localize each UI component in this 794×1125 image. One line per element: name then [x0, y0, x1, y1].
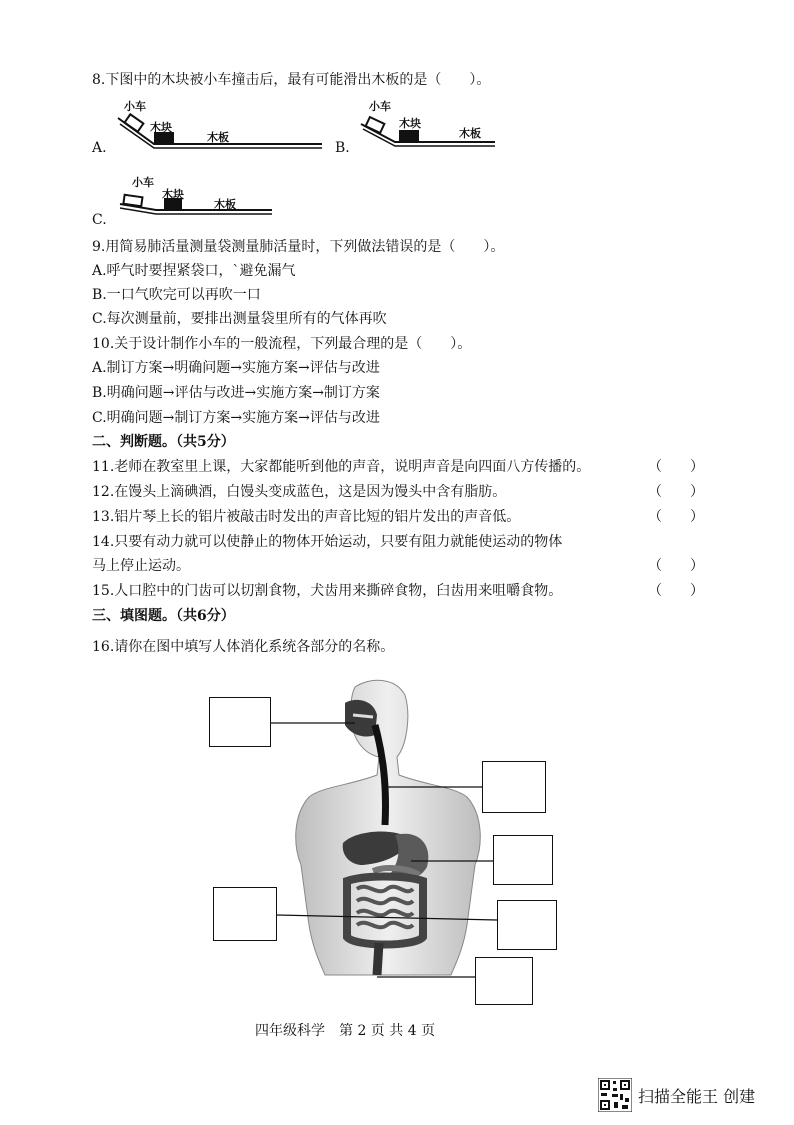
- q16-text: 16.请你在图中填写人体消化系统各部分的名称。: [92, 639, 395, 655]
- qr-code-icon: [598, 1078, 632, 1112]
- q9-text: 9.用简易肺活量测量袋测量肺活量时，下列做法错误的是（ ）。: [92, 239, 505, 255]
- section-2-heading: 二、判断题。（共5分）: [92, 434, 235, 450]
- q11-answer-paren[interactable]: （ ）: [648, 459, 704, 475]
- q11-text: 11.老师在教室里上课，大家都能听到他的声音，说明声音是向四面八方传播的。: [92, 459, 591, 475]
- q14-text-line1: 14.只要有动力就可以使静止的物体开始运动，只要有阻力就能使运动的物体: [92, 534, 563, 550]
- q10-text: 10.关于设计制作小车的一般流程，下列最合理的是（ ）。: [92, 336, 472, 352]
- q8-option-b-board-label: 木板: [459, 127, 481, 140]
- q8-option-b-car-label: 小车: [369, 100, 391, 113]
- q8-text: 8.下图中的木块被小车撞击后，最有可能滑出木板的是（ ）。: [92, 72, 491, 88]
- q15-answer-paren[interactable]: （ ）: [648, 583, 704, 599]
- q8-option-a-block-label: 木块: [150, 121, 172, 134]
- q10-option-b: B.明确问题→评估与改进→实施方案→制订方案: [92, 385, 380, 401]
- label-box-large-intestine[interactable]: [497, 900, 557, 950]
- q13-answer-paren[interactable]: （ ）: [648, 509, 704, 525]
- q8-option-a-board-label: 木板: [207, 131, 229, 144]
- q9-option-c: C.每次测量前，要排出测量袋里所有的气体再吹: [92, 311, 387, 327]
- q8-option-c-car-label: 小车: [132, 176, 154, 189]
- q8-option-c-block-label: 木块: [162, 188, 184, 201]
- label-box-anus[interactable]: [475, 957, 533, 1005]
- q8-option-c-board-label: 木板: [214, 198, 236, 211]
- q8-option-a-letter: A.: [92, 140, 107, 156]
- q9-option-a: A.呼气时要捏紧袋口，`避免漏气: [92, 263, 296, 279]
- q8-option-c-letter: C.: [92, 212, 107, 228]
- q8-option-b-block-label: 木块: [399, 117, 421, 130]
- q10-option-c: C.明确问题→制订方案→实施方案→评估与改进: [92, 410, 380, 426]
- q14-text-line2: 马上停止运动。: [92, 558, 190, 574]
- q10-option-a: A.制订方案→明确问题→实施方案→评估与改进: [92, 360, 380, 376]
- q14-answer-paren[interactable]: （ ）: [648, 558, 704, 574]
- label-box-mouth[interactable]: [209, 697, 271, 747]
- q8-option-c-figure: [90, 172, 280, 232]
- q8-option-b-letter: B.: [335, 140, 350, 156]
- label-box-stomach[interactable]: [493, 835, 553, 885]
- q12-text: 12.在馒头上滴碘酒，白馒头变成蓝色，这是因为馒头中含有脂肪。: [92, 484, 507, 500]
- q8-option-b-figure: [333, 100, 513, 160]
- scanner-watermark-text: 扫描全能王 创建: [638, 1086, 756, 1106]
- q9-option-b: B.一口气吹完可以再吹一口: [92, 287, 261, 303]
- q8-option-a-figure: [90, 100, 330, 160]
- q15-text: 15.人口腔中的门齿可以切割食物，犬齿用来撕碎食物，臼齿用来咀嚼食物。: [92, 583, 563, 599]
- scanner-watermark: [598, 1078, 755, 1112]
- q13-text: 13.铝片琴上长的铝片被敲击时发出的声音比短的铝片发出的声音低。: [92, 509, 521, 525]
- q12-answer-paren[interactable]: （ ）: [648, 484, 704, 500]
- q8-option-a-car-label: 小车: [124, 100, 146, 113]
- label-box-esophagus[interactable]: [482, 761, 546, 813]
- section-3-heading: 三、填图题。（共6分）: [92, 608, 235, 624]
- label-box-small-intestine[interactable]: [213, 887, 277, 941]
- page-footer: 四年级科学 第 2 页 共 4 页: [255, 1023, 436, 1039]
- digestive-system-diagram: [205, 675, 565, 1015]
